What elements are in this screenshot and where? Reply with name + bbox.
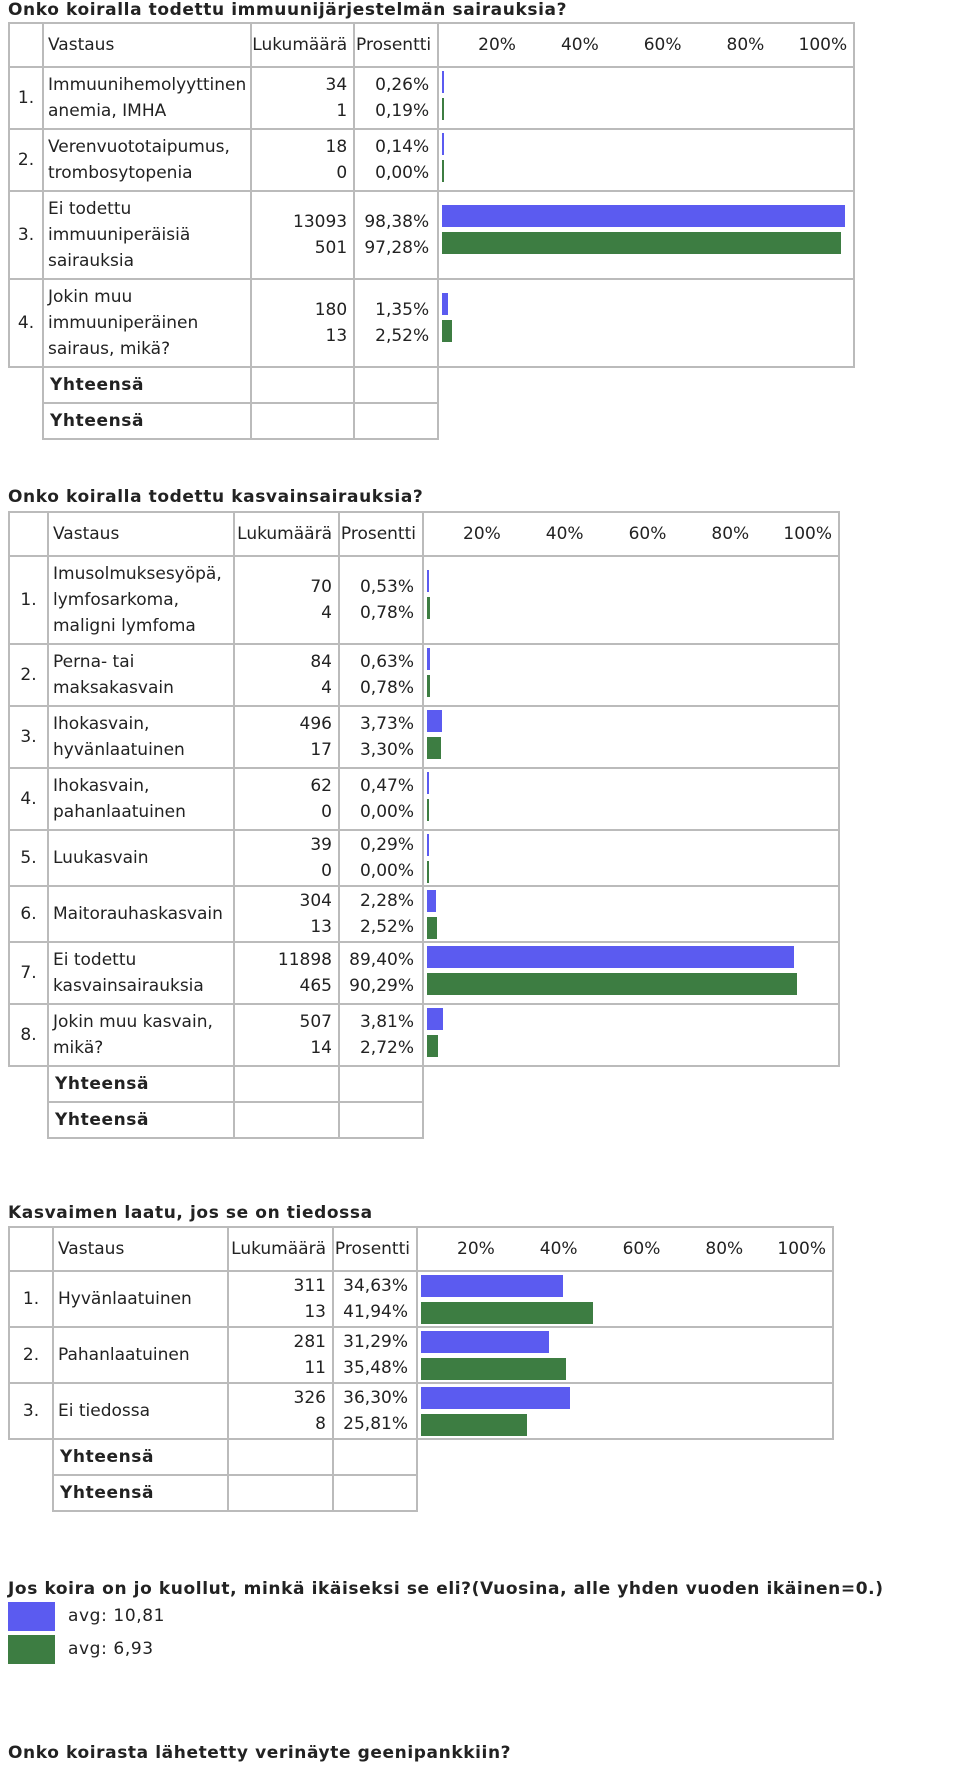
row-number: 1. <box>9 67 43 129</box>
total-row <box>9 1475 833 1511</box>
percent-cell <box>333 1271 417 1327</box>
answer-label: Ei tiedossa <box>53 1383 228 1439</box>
row-number: 2. <box>9 1327 53 1383</box>
bar-cell <box>438 191 854 279</box>
scale-tick: 40% <box>560 35 599 55</box>
answer-row <box>9 191 854 279</box>
bar-cell <box>417 1271 833 1327</box>
scale-tick: 100% <box>777 1239 826 1259</box>
count-cell <box>251 279 354 367</box>
bar-series2 <box>427 799 429 821</box>
scale-tick: 40% <box>545 524 584 544</box>
percent-cell <box>339 556 423 644</box>
answer-row <box>9 279 854 367</box>
total-row <box>9 367 854 403</box>
row-number: 3. <box>9 1383 53 1439</box>
row-number: 2. <box>9 644 48 706</box>
question-title: Onko koiralla todettu kasvainsairauksia? <box>8 487 424 507</box>
bar-series2 <box>427 1035 438 1057</box>
header-percent: Prosentti <box>339 512 423 556</box>
total-count <box>251 367 354 403</box>
row-number: 3. <box>9 191 43 279</box>
total-percent <box>339 1102 423 1138</box>
scale-tick: 100% <box>783 524 832 544</box>
answer-row <box>9 1271 833 1327</box>
total-percent <box>339 1066 423 1102</box>
total-count <box>234 1066 339 1102</box>
scale-tick: 80% <box>726 35 765 55</box>
header-blank <box>9 1227 53 1271</box>
count-series1: 11898 <box>277 950 332 970</box>
percent-cell <box>339 706 423 768</box>
scale-tick: 20% <box>457 1239 495 1259</box>
count-cell <box>234 942 339 1004</box>
count-cell <box>234 706 339 768</box>
percent-series1: 34,63% <box>343 1276 408 1296</box>
count-cell <box>234 886 339 942</box>
bar-cell <box>417 1383 833 1439</box>
bar-series1 <box>421 1387 570 1409</box>
bar-cell <box>423 830 839 886</box>
total-count <box>228 1439 333 1475</box>
row-number: 2. <box>9 129 43 191</box>
series1-swatch <box>8 1602 55 1631</box>
answer-row <box>9 67 854 129</box>
bar-series2 <box>427 597 430 619</box>
scale-tick: 40% <box>539 1239 578 1259</box>
answer-label: Imusolmuksesyöpä, lymfosarkoma, maligni lymfoma <box>48 556 234 644</box>
header-count: Lukumäärä <box>251 23 354 67</box>
answer-row <box>9 768 839 830</box>
percent-series2: 2,52% <box>359 917 414 937</box>
percent-series1: 3,73% <box>359 714 414 734</box>
percent-series1: 0,29% <box>359 835 414 855</box>
count-series2: 465 <box>299 976 332 996</box>
header-answer: Vastaus <box>53 1227 228 1271</box>
bar-series2 <box>442 160 444 182</box>
total-label: Yhteensä <box>43 367 251 403</box>
bar-series1 <box>442 71 444 93</box>
total-label: Yhteensä <box>43 403 251 439</box>
bar-series1 <box>421 1275 563 1297</box>
percent-series1: 89,40% <box>349 950 414 970</box>
bar-cell <box>438 129 854 191</box>
bar-series1 <box>427 890 436 912</box>
count-series2: 17 <box>310 740 332 760</box>
percent-series2: 0,00% <box>375 163 430 183</box>
percent-cell <box>339 886 423 942</box>
bar-series1 <box>442 133 444 155</box>
bar-series1 <box>421 1331 549 1353</box>
count-series2: 1 <box>336 101 348 121</box>
percent-series2: 41,94% <box>343 1302 408 1322</box>
count-series2: 4 <box>321 603 332 623</box>
count-series1: 326 <box>293 1388 326 1408</box>
header-answer: Vastaus <box>48 512 234 556</box>
count-series2: 13 <box>325 326 348 346</box>
answer-row <box>9 1383 833 1439</box>
count-series2: 8 <box>315 1414 326 1434</box>
answer-label: Jokin muu kasvain, mikä? <box>48 1004 234 1066</box>
total-row <box>9 1102 839 1138</box>
count-series2: 0 <box>321 802 332 822</box>
percent-series1: 0,14% <box>375 137 430 157</box>
bar-series1 <box>427 772 429 794</box>
answer-row <box>9 644 839 706</box>
percent-cell <box>339 644 423 706</box>
bar-series1 <box>427 710 442 732</box>
percent-cell <box>339 942 423 1004</box>
answer-label: Ei todettu immuuniperäisiä sairauksia <box>43 191 251 279</box>
percent-series2: 35,48% <box>343 1358 408 1378</box>
bar-series2 <box>442 98 444 120</box>
percent-cell <box>354 191 438 279</box>
total-count <box>234 1102 339 1138</box>
header-scale <box>417 1227 833 1271</box>
answer-label: Perna- tai maksakasvain <box>48 644 234 706</box>
total-count <box>251 403 354 439</box>
percent-series1: 0,53% <box>359 577 414 597</box>
question-title: Onko koirasta lähetetty verinäyte geenipankkiin? <box>8 1743 512 1763</box>
count-series1: 13093 <box>293 212 348 232</box>
answer-label: Ei todettu kasvainsairauksia <box>48 942 234 1004</box>
bar-series2 <box>442 232 841 254</box>
total-percent <box>354 403 438 439</box>
bar-cell <box>423 644 839 706</box>
total-percent <box>333 1439 417 1475</box>
answer-label: Verenvuototaipumus, trombosytopenia <box>43 129 251 191</box>
bar-cell <box>438 279 854 367</box>
answer-row <box>9 129 854 191</box>
row-number: 6. <box>9 886 48 942</box>
count-cell <box>228 1383 333 1439</box>
count-series2: 0 <box>321 861 332 881</box>
bar-cell <box>423 768 839 830</box>
bar-cell <box>423 706 839 768</box>
row-number: 4. <box>9 279 43 367</box>
percent-series1: 3,81% <box>359 1012 414 1032</box>
header-blank <box>9 23 43 67</box>
row-number: 3. <box>9 706 48 768</box>
percent-series2: 90,29% <box>349 976 414 996</box>
bar-cell <box>423 556 839 644</box>
count-series1: 281 <box>293 1332 326 1352</box>
count-cell <box>234 768 339 830</box>
header-row <box>9 1227 833 1271</box>
header-percent: Prosentti <box>354 23 438 67</box>
percent-series2: 0,00% <box>359 861 414 881</box>
percent-series1: 0,63% <box>359 652 414 672</box>
header-answer: Vastaus <box>43 23 251 67</box>
percent-cell <box>339 1004 423 1066</box>
header-scale <box>423 512 839 556</box>
count-series2: 13 <box>310 917 332 937</box>
percent-series1: 31,29% <box>343 1332 408 1352</box>
bar-series1 <box>442 205 845 227</box>
percent-series1: 0,47% <box>359 776 414 796</box>
total-label: Yhteensä <box>53 1439 228 1475</box>
bar-cell <box>423 886 839 942</box>
percent-series2: 2,52% <box>375 326 430 346</box>
total-label: Yhteensä <box>48 1102 234 1138</box>
bar-series2 <box>427 737 441 759</box>
bar-series2 <box>427 917 437 939</box>
percent-series1: 0,26% <box>375 75 430 95</box>
answer-row <box>9 830 839 886</box>
count-series1: 84 <box>310 652 332 672</box>
total-row <box>9 403 854 439</box>
results-table <box>8 1226 834 1512</box>
answer-row <box>9 1327 833 1383</box>
count-cell <box>228 1271 333 1327</box>
scale-tick: 20% <box>463 524 501 544</box>
total-row <box>9 1439 833 1475</box>
row-number: 7. <box>9 942 48 1004</box>
count-cell <box>251 67 354 129</box>
count-cell <box>234 830 339 886</box>
percent-series1: 1,35% <box>375 300 430 320</box>
series2-swatch <box>8 1635 55 1664</box>
scale-tick: 80% <box>711 524 750 544</box>
percent-series1: 98,38% <box>364 212 430 232</box>
bar-series2 <box>421 1358 566 1380</box>
percent-cell <box>333 1383 417 1439</box>
question-title: Onko koiralla todettu immuunijärjestelmän sairauksia? <box>8 0 568 20</box>
row-number: 5. <box>9 830 48 886</box>
question-title: Kasvaimen laatu, jos se on tiedossa <box>8 1203 373 1223</box>
count-series2: 0 <box>336 163 348 183</box>
row-number: 1. <box>9 1271 53 1327</box>
bar-series2 <box>427 973 797 995</box>
percent-cell <box>333 1327 417 1383</box>
count-series2: 501 <box>314 238 348 258</box>
count-cell <box>234 1004 339 1066</box>
bar-cell <box>423 942 839 1004</box>
count-series1: 62 <box>310 776 332 796</box>
answer-row <box>9 942 839 1004</box>
count-series1: 496 <box>299 714 332 734</box>
percent-series1: 36,30% <box>343 1388 408 1408</box>
percent-cell <box>354 129 438 191</box>
answer-label: Pahanlaatuinen <box>53 1327 228 1383</box>
header-row <box>9 23 854 67</box>
count-series1: 18 <box>325 137 348 157</box>
answer-label: Ihokasvain, pahanlaatuinen <box>48 768 234 830</box>
row-number: 1. <box>9 556 48 644</box>
header-count: Lukumäärä <box>234 512 339 556</box>
header-percent: Prosentti <box>333 1227 417 1271</box>
count-cell <box>234 644 339 706</box>
answer-label: Immuunihemolyyttinen anemia, IMHA <box>43 67 251 129</box>
percent-series2: 0,19% <box>375 101 430 121</box>
bar-series2 <box>421 1414 527 1436</box>
percent-series2: 2,72% <box>359 1038 414 1058</box>
bar-series1 <box>427 834 429 856</box>
results-table <box>8 511 840 1139</box>
question-title: Jos koira on jo kuollut, minkä ikäiseksi se eli?(Vuosina, alle yhden vuoden ikäinen=0.) <box>8 1579 884 1599</box>
count-series2: 11 <box>304 1358 326 1378</box>
count-series1: 311 <box>293 1276 326 1296</box>
answer-label: Jokin muu immuuniperäinen sairaus, mikä? <box>43 279 251 367</box>
percent-series1: 2,28% <box>359 891 414 911</box>
answer-row <box>9 1004 839 1066</box>
answer-label: Hyvänlaatuinen <box>53 1271 228 1327</box>
count-cell <box>228 1327 333 1383</box>
scale-tick: 20% <box>478 35 516 55</box>
total-count <box>228 1475 333 1511</box>
total-row <box>9 1066 839 1102</box>
scale-tick: 80% <box>705 1239 744 1259</box>
count-cell <box>234 556 339 644</box>
total-label: Yhteensä <box>53 1475 228 1511</box>
row-number: 8. <box>9 1004 48 1066</box>
answer-label: Luukasvain <box>48 830 234 886</box>
scale-tick: 60% <box>628 524 667 544</box>
bar-series2 <box>442 320 452 342</box>
average-value: avg: 10,81 <box>68 1606 166 1626</box>
bar-series1 <box>442 293 448 315</box>
answer-row <box>9 886 839 942</box>
answer-row <box>9 706 839 768</box>
bar-cell <box>438 67 854 129</box>
percent-series2: 0,78% <box>359 603 414 623</box>
count-series2: 13 <box>304 1302 326 1322</box>
count-series1: 39 <box>310 835 332 855</box>
bar-series1 <box>427 648 430 670</box>
header-count: Lukumäärä <box>228 1227 333 1271</box>
results-table <box>8 22 855 440</box>
percent-series2: 0,00% <box>359 802 414 822</box>
average-value: avg: 6,93 <box>68 1639 154 1659</box>
bar-series1 <box>427 570 429 592</box>
bar-cell <box>423 1004 839 1066</box>
count-cell <box>251 129 354 191</box>
percent-series2: 0,78% <box>359 678 414 698</box>
count-series1: 180 <box>314 300 348 320</box>
count-series1: 507 <box>299 1012 332 1032</box>
total-percent <box>333 1475 417 1511</box>
bar-series2 <box>427 675 430 697</box>
scale-tick: 60% <box>622 1239 661 1259</box>
scale-tick: 100% <box>798 35 848 55</box>
count-series1: 70 <box>310 577 332 597</box>
percent-cell <box>354 279 438 367</box>
count-series2: 4 <box>321 678 332 698</box>
count-series2: 14 <box>310 1038 332 1058</box>
percent-series2: 3,30% <box>359 740 414 760</box>
total-label: Yhteensä <box>48 1066 234 1102</box>
answer-label: Ihokasvain, hyvänlaatuinen <box>48 706 234 768</box>
bar-series2 <box>427 861 429 883</box>
header-scale <box>438 23 854 67</box>
percent-cell <box>354 67 438 129</box>
row-number: 4. <box>9 768 48 830</box>
count-series1: 304 <box>299 891 332 911</box>
bar-cell <box>417 1327 833 1383</box>
count-series1: 34 <box>325 75 348 95</box>
answer-row <box>9 556 839 644</box>
total-percent <box>354 367 438 403</box>
percent-cell <box>339 768 423 830</box>
percent-series2: 25,81% <box>343 1414 408 1434</box>
header-row <box>9 512 839 556</box>
scale-tick: 60% <box>643 35 682 55</box>
bar-series1 <box>427 1008 443 1030</box>
bar-series2 <box>421 1302 593 1324</box>
percent-cell <box>339 830 423 886</box>
header-blank <box>9 512 48 556</box>
bar-series1 <box>427 946 794 968</box>
answer-label: Maitorauhaskasvain <box>48 886 234 942</box>
count-cell <box>251 191 354 279</box>
percent-series2: 97,28% <box>364 238 430 258</box>
